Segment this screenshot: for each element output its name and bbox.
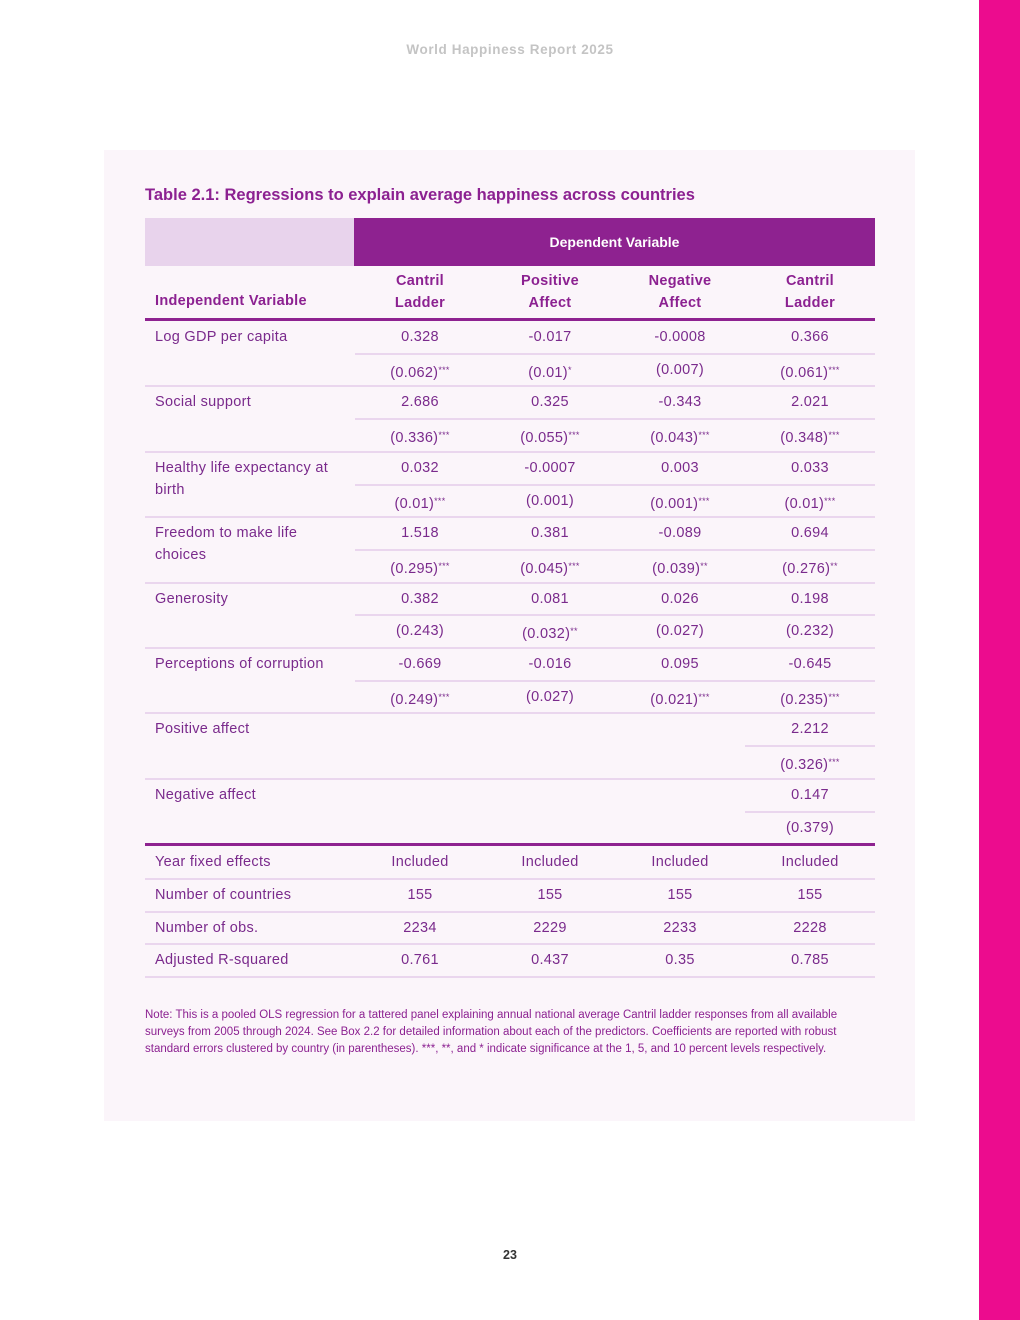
standard-error-cell bbox=[485, 620, 615, 645]
significance-stars: *** bbox=[438, 364, 450, 375]
coefficient-cell: 0.033 bbox=[791, 459, 829, 476]
significance-stars: *** bbox=[438, 430, 450, 441]
variable-divider bbox=[145, 516, 875, 518]
coefficient-cell: 0.081 bbox=[531, 590, 569, 607]
coefficient-cell: -0.645 bbox=[788, 656, 832, 672]
row-divider bbox=[745, 811, 875, 813]
standard-error-cell bbox=[615, 490, 745, 515]
row-divider bbox=[355, 484, 875, 486]
significance-stars: ** bbox=[830, 560, 838, 571]
significance-stars: *** bbox=[698, 691, 710, 702]
variable-divider bbox=[145, 647, 875, 649]
coefficient-cell: 0.198 bbox=[791, 590, 829, 607]
standard-error-cell bbox=[745, 686, 875, 711]
standard-error-cell bbox=[745, 555, 875, 580]
standard-error-value: (0.249) bbox=[390, 691, 439, 708]
variable-divider bbox=[145, 385, 875, 387]
standard-error-cell bbox=[615, 555, 745, 580]
stat-value: 155 bbox=[667, 886, 693, 903]
standard-error-value: (0.032) bbox=[522, 626, 571, 643]
coefficient-cell: -0.343 bbox=[658, 394, 702, 411]
standard-error-value: (0.001) bbox=[525, 492, 575, 509]
stat-label: Adjusted R-squared bbox=[155, 952, 289, 969]
variable-label: Negative affect bbox=[155, 786, 256, 803]
significance-stars: *** bbox=[824, 495, 836, 506]
standard-error-value: (0.348) bbox=[780, 430, 829, 447]
significance-stars: * bbox=[567, 364, 572, 375]
dependent-variable-header: Dependent Variable bbox=[354, 218, 875, 266]
coefficient-cell: 0.032 bbox=[401, 459, 439, 476]
table-note: Note: This is a pooled OLS regression for a tattered panel explaining annual national average Cantril ladder responses from all available surveys from 2005 through 2024. See Box 2.2 for detailed information about each of the predictors. Coefficients are reported with robust standard errors clustered by country (in parentheses). ***, **, and * indicate significance at the 1, 5, and 10 percent levels respectively. bbox=[145, 1009, 838, 1055]
coefficient-cell: 0.147 bbox=[791, 786, 829, 803]
coefficient-cell: 0.382 bbox=[401, 590, 439, 607]
standard-error-value: (0.027) bbox=[525, 688, 575, 705]
standard-error-value: (0.276) bbox=[782, 560, 831, 577]
dependent-header-blank bbox=[145, 218, 354, 266]
variable-label: Log GDP per capita bbox=[155, 329, 288, 345]
stat-value: Included bbox=[521, 854, 579, 871]
standard-error-value: (0.336) bbox=[390, 430, 439, 447]
significance-stars: *** bbox=[568, 560, 580, 571]
significance-stars: *** bbox=[828, 757, 840, 768]
variable-label: Social support bbox=[155, 394, 252, 411]
coefficient-cell: 2.686 bbox=[401, 394, 439, 411]
standard-error-cell bbox=[615, 359, 745, 381]
standard-error-cell bbox=[355, 424, 485, 449]
column-header bbox=[485, 270, 615, 314]
stat-label: Number of obs. bbox=[155, 919, 259, 936]
column-header-line2: Ladder bbox=[784, 295, 836, 311]
standard-error-value: (0.001) bbox=[650, 495, 699, 512]
coefficient-cell: -0.669 bbox=[398, 656, 442, 672]
stat-divider bbox=[145, 976, 875, 978]
standard-error-cell bbox=[355, 490, 485, 515]
stat-value: 2234 bbox=[403, 919, 437, 936]
standard-error-cell bbox=[745, 359, 875, 384]
standard-error-value: (0.043) bbox=[650, 430, 699, 447]
standard-error-cell bbox=[355, 686, 485, 711]
row-divider bbox=[355, 680, 875, 682]
standard-error-cell bbox=[745, 751, 875, 776]
standard-error-cell bbox=[615, 620, 745, 642]
coefficient-cell: -0.089 bbox=[658, 525, 702, 542]
column-header bbox=[615, 270, 745, 314]
stat-value: 2229 bbox=[533, 919, 567, 936]
standard-error-cell bbox=[615, 686, 745, 711]
standard-error-cell bbox=[745, 620, 875, 642]
standard-error-value: (0.061) bbox=[780, 364, 829, 381]
significance-stars: *** bbox=[568, 430, 580, 441]
standard-error-cell bbox=[485, 359, 615, 384]
standard-error-cell bbox=[745, 424, 875, 449]
body-bottom-rule bbox=[145, 843, 875, 846]
standard-error-cell bbox=[745, 817, 875, 839]
coefficient-cell: -0.0008 bbox=[654, 329, 706, 345]
standard-error-value: (0.039) bbox=[652, 560, 701, 577]
significance-stars: *** bbox=[828, 691, 840, 702]
standard-error-cell bbox=[355, 555, 485, 580]
coefficient-cell: -0.017 bbox=[528, 329, 572, 345]
significance-stars: ** bbox=[570, 626, 578, 637]
coefficient-cell: -0.0007 bbox=[524, 459, 576, 476]
standard-error-cell bbox=[745, 490, 875, 515]
significance-stars: *** bbox=[828, 430, 840, 441]
stat-value: 155 bbox=[797, 886, 823, 903]
stat-label: Year fixed effects bbox=[155, 854, 271, 871]
coefficient-cell: 0.381 bbox=[531, 525, 569, 542]
row-divider bbox=[745, 745, 875, 747]
significance-stars: *** bbox=[698, 495, 710, 506]
column-header-line2: Affect bbox=[658, 295, 702, 311]
standard-error-cell bbox=[355, 359, 485, 384]
coefficient-cell: 1.518 bbox=[401, 525, 439, 542]
standard-error-value: (0.062) bbox=[390, 364, 439, 381]
standard-error-value: (0.021) bbox=[650, 691, 699, 708]
stat-divider bbox=[145, 911, 875, 913]
standard-error-value: (0.235) bbox=[780, 691, 829, 708]
significance-stars: *** bbox=[828, 364, 840, 375]
side-color-bar bbox=[979, 0, 1020, 1320]
row-divider bbox=[355, 353, 875, 355]
coefficient-cell: 0.694 bbox=[791, 525, 829, 542]
column-header-line2: Ladder bbox=[394, 295, 446, 311]
standard-error-value: (0.232) bbox=[785, 623, 835, 640]
standard-error-cell bbox=[485, 686, 615, 708]
variable-label: Healthy life expectancy at birth bbox=[155, 459, 329, 498]
coefficient-cell: 0.328 bbox=[401, 329, 439, 345]
coefficient-cell: 0.003 bbox=[661, 459, 699, 476]
coefficient-cell: 2.212 bbox=[791, 721, 829, 738]
standard-error-value: (0.379) bbox=[785, 819, 835, 836]
variable-label: Freedom to make life choices bbox=[155, 525, 298, 564]
column-header-line1: Cantril bbox=[785, 273, 835, 289]
significance-stars: *** bbox=[438, 560, 450, 571]
coefficient-cell: 0.095 bbox=[661, 656, 699, 672]
column-header-line2: Affect bbox=[528, 295, 572, 311]
significance-stars: *** bbox=[434, 495, 446, 506]
coefficient-cell: 2.021 bbox=[791, 394, 829, 411]
stat-label: Number of countries bbox=[155, 886, 292, 903]
standard-error-value: (0.007) bbox=[655, 361, 705, 378]
stat-value: 0.761 bbox=[401, 952, 439, 969]
row-divider bbox=[355, 549, 875, 551]
stat-value: 0.785 bbox=[791, 952, 829, 969]
stat-value: 2233 bbox=[663, 919, 697, 936]
stat-value: Included bbox=[781, 854, 839, 871]
coefficient-cell: 0.325 bbox=[531, 394, 569, 411]
standard-error-value: (0.295) bbox=[390, 560, 439, 577]
variable-divider bbox=[145, 582, 875, 584]
row-divider bbox=[355, 418, 875, 420]
standard-error-value: (0.01) bbox=[394, 495, 435, 512]
row-divider bbox=[355, 614, 875, 616]
significance-stars: ** bbox=[700, 560, 708, 571]
stat-value: Included bbox=[651, 854, 709, 871]
stat-value: Included bbox=[391, 854, 449, 871]
stat-value: 155 bbox=[407, 886, 433, 903]
standard-error-cell bbox=[355, 620, 485, 642]
column-header-line1: Negative bbox=[648, 273, 712, 289]
stat-value: 0.437 bbox=[531, 952, 569, 969]
coefficient-cell: 0.026 bbox=[661, 590, 699, 607]
stat-value: 155 bbox=[537, 886, 563, 903]
standard-error-value: (0.243) bbox=[395, 623, 445, 640]
standard-error-cell bbox=[485, 424, 615, 449]
standard-error-cell bbox=[615, 424, 745, 449]
standard-error-value: (0.326) bbox=[780, 757, 829, 774]
standard-error-value: (0.027) bbox=[655, 623, 705, 640]
standard-error-value: (0.045) bbox=[520, 560, 569, 577]
standard-error-value: (0.01) bbox=[784, 495, 825, 512]
coefficient-cell: -0.016 bbox=[528, 656, 572, 672]
standard-error-value: (0.055) bbox=[520, 430, 569, 447]
column-header-line1: Positive bbox=[520, 273, 579, 289]
running-head: World Happiness Report 2025 bbox=[406, 42, 614, 57]
stat-value: 0.35 bbox=[665, 952, 695, 969]
variable-divider bbox=[145, 451, 875, 453]
variable-label: Positive affect bbox=[155, 721, 250, 738]
header-rule bbox=[145, 318, 875, 321]
variable-divider bbox=[145, 778, 875, 780]
standard-error-cell bbox=[485, 555, 615, 580]
page-number: 23 bbox=[503, 1248, 517, 1262]
significance-stars: *** bbox=[438, 691, 450, 702]
column-header-line1: Cantril bbox=[395, 273, 445, 289]
variable-label: Perceptions of corruption bbox=[155, 656, 324, 672]
variable-divider bbox=[145, 712, 875, 714]
column-header bbox=[745, 270, 875, 314]
coefficient-cell: 0.366 bbox=[791, 329, 829, 345]
independent-variable-header: Independent Variable bbox=[155, 293, 307, 309]
standard-error-cell bbox=[485, 490, 615, 512]
column-header bbox=[355, 270, 485, 314]
stat-divider bbox=[145, 943, 875, 945]
stat-divider bbox=[145, 878, 875, 880]
significance-stars: *** bbox=[698, 430, 710, 441]
table-title: Table 2.1: Regressions to explain average happiness across countries bbox=[145, 186, 695, 204]
variable-label: Generosity bbox=[155, 590, 229, 607]
stat-value: 2228 bbox=[793, 919, 827, 936]
standard-error-value: (0.01) bbox=[528, 364, 568, 381]
